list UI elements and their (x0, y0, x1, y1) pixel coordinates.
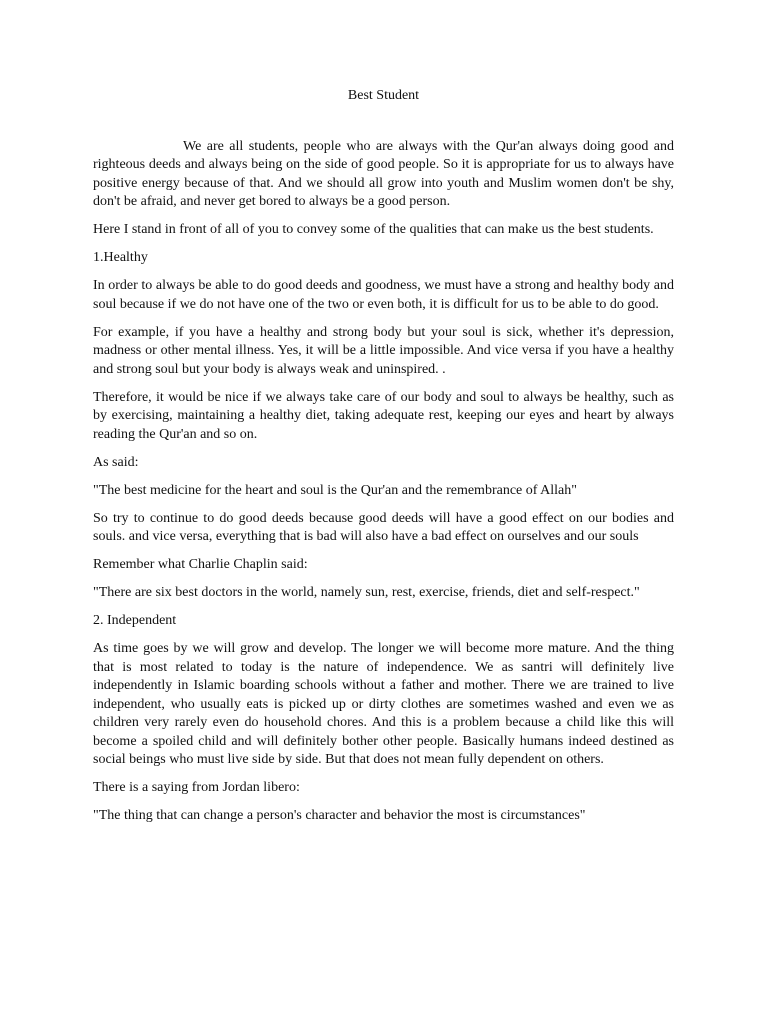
paragraph-as-said: As said: (93, 454, 139, 470)
paragraph-healthy-1: In order to always be able to do good deeds and goodness, we must have a strong and healthy body and soul because if we do not have one of the two or even both, it is difficult for us to be able to do good. (93, 278, 674, 312)
paragraph-chaplin-intro: Remember what Charlie Chaplin said: (93, 557, 308, 572)
paragraph-independent-1: As time goes by we will grow and develop. The longer we will become more mature. And the thing that is most related to today is the nature of independence. We as santri will definitely live independently in Islamic boarding schools without a father and mother. There we are trained to live independent, who usually eats is picked up or dirty clothes are sometimes washed and even we as children very rarely even do household chores. And this is a problem because a child like this will become a spoiled child and will definitely bother other people. Basically humans indeed destined as social beings who must live side by side. But that does not mean fully dependent on others. (93, 641, 674, 767)
quote-chaplin: "There are six best doctors in the world, namely sun, rest, exercise, friends, diet and self-respect." (93, 585, 640, 600)
document-title: Best Student (347, 88, 420, 103)
paragraph-intro: We are all students, people who are always with the Qur'an always doing good and righteous deeds and always being on the side of good people. So it is appropriate for us to always have positive energy because of that. And we should all grow into youth and Muslim women don't be shy, don't be afraid, and never get bored to always be a good person. (93, 138, 674, 209)
paragraph-healthy-3: Therefore, it would be nice if we always take care of our body and soul to always be healthy, such as by exercising, maintaining a healthy diet, taking adequate rest, keeping our eyes and heart by always reading the Qur'an and so on. (93, 389, 674, 442)
section-heading-independent: 2. Independent (93, 613, 177, 628)
section-heading-healthy: 1.Healthy (93, 250, 148, 265)
paragraph-healthy-2: For example, if you have a healthy and strong body but your soul is sick, whether it's depression, madness or other mental illness. Yes, it will be a little impossible. And vice versa if you have a healthy and strong soul but your body is always weak and uninspired. . (93, 324, 674, 377)
quote-quran: "The best medicine for the heart and soul is the Qur'an and the remembrance of Allah" (93, 482, 577, 498)
paragraph-libero-intro: There is a saying from Jordan libero: (93, 780, 300, 795)
paragraph-qualities-intro: Here I stand in front of all of you to convey some of the qualities that can make us the best students. (93, 222, 654, 237)
quote-libero: "The thing that can change a person's character and behavior the most is circumstances" (93, 808, 586, 823)
paragraph-good-deeds: So try to continue to do good deeds because good deeds will have a good effect on our bodies and souls. and vice versa, everything that is bad will also have a bad effect on ourselves and our souls (93, 510, 674, 544)
